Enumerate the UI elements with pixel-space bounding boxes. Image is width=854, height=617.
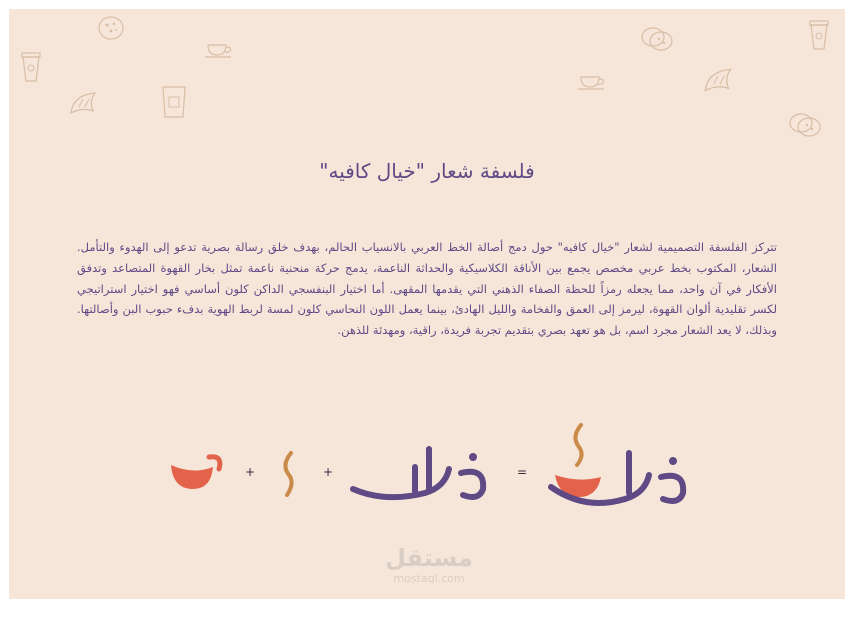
- cookies-icon: [639, 23, 675, 53]
- coffee-cup-icon: [807, 17, 831, 51]
- plus-sign: +: [323, 465, 334, 479]
- plus-sign: +: [245, 465, 256, 479]
- logo-cup-icon: [165, 449, 225, 497]
- croissant-icon: [67, 87, 101, 121]
- equals-sign: =: [517, 465, 528, 479]
- page-title: فلسفة شعار "خيال كافيه": [319, 159, 535, 183]
- cookie-icon: [97, 15, 125, 41]
- tea-cup-icon: [204, 39, 236, 61]
- watermark-arabic: مستقل: [385, 544, 473, 572]
- logo-equation: [9, 409, 845, 519]
- watermark-url: mostaql.com: [393, 572, 465, 585]
- croissant-icon: [701, 63, 737, 99]
- cookies-icon: [787, 109, 823, 139]
- canvas: [9, 9, 845, 599]
- body-paragraph: تتركز الفلسفة التصميمية لشعار "خيال كافيه" حول دمج أصالة الخط العربي بالانسياب الحالم، بهدف خلق رسالة بصرية تدعو إلى الهدوء والتأمل. الشعار، المكتوب بخط عربي مخصص يجمع بين الأناقة الكلاسيكية والحداثة الناعمة، يدمج حركة منحنية ناعمة تمثل بخار القهوة المتصاعد وتدفق الأفكار في آن واحد، مما يجعله رمزاً للحظة الصفاء الذهني التي يقدمها المقهى. أما اختيار البنفسجي الداكن كلون أساسي فهو اختيار استراتيجي لكسر تقليدية ألوان القهوة، ليرمز إلى العمق والفخامة والليل الهادئ، بينما يعمل اللون النحاسي كلون لمسة لربط الهوية بدفء حبوب البن وأصالتها. وبذلك، لا يعد الشعار مجرد اسم، بل هو تعهد بصري بتقديم تجربة فريدة، راقية، ومهدئة للذهن.: [77, 240, 777, 338]
- watermark: [369, 544, 489, 585]
- tea-cup-icon: [577, 71, 609, 93]
- logo-steam-icon: [279, 449, 299, 501]
- coffee-bag-icon: [159, 83, 189, 119]
- logo-word: [345, 439, 495, 509]
- coffee-cup-icon: [19, 49, 43, 83]
- full-logo: [545, 417, 695, 513]
